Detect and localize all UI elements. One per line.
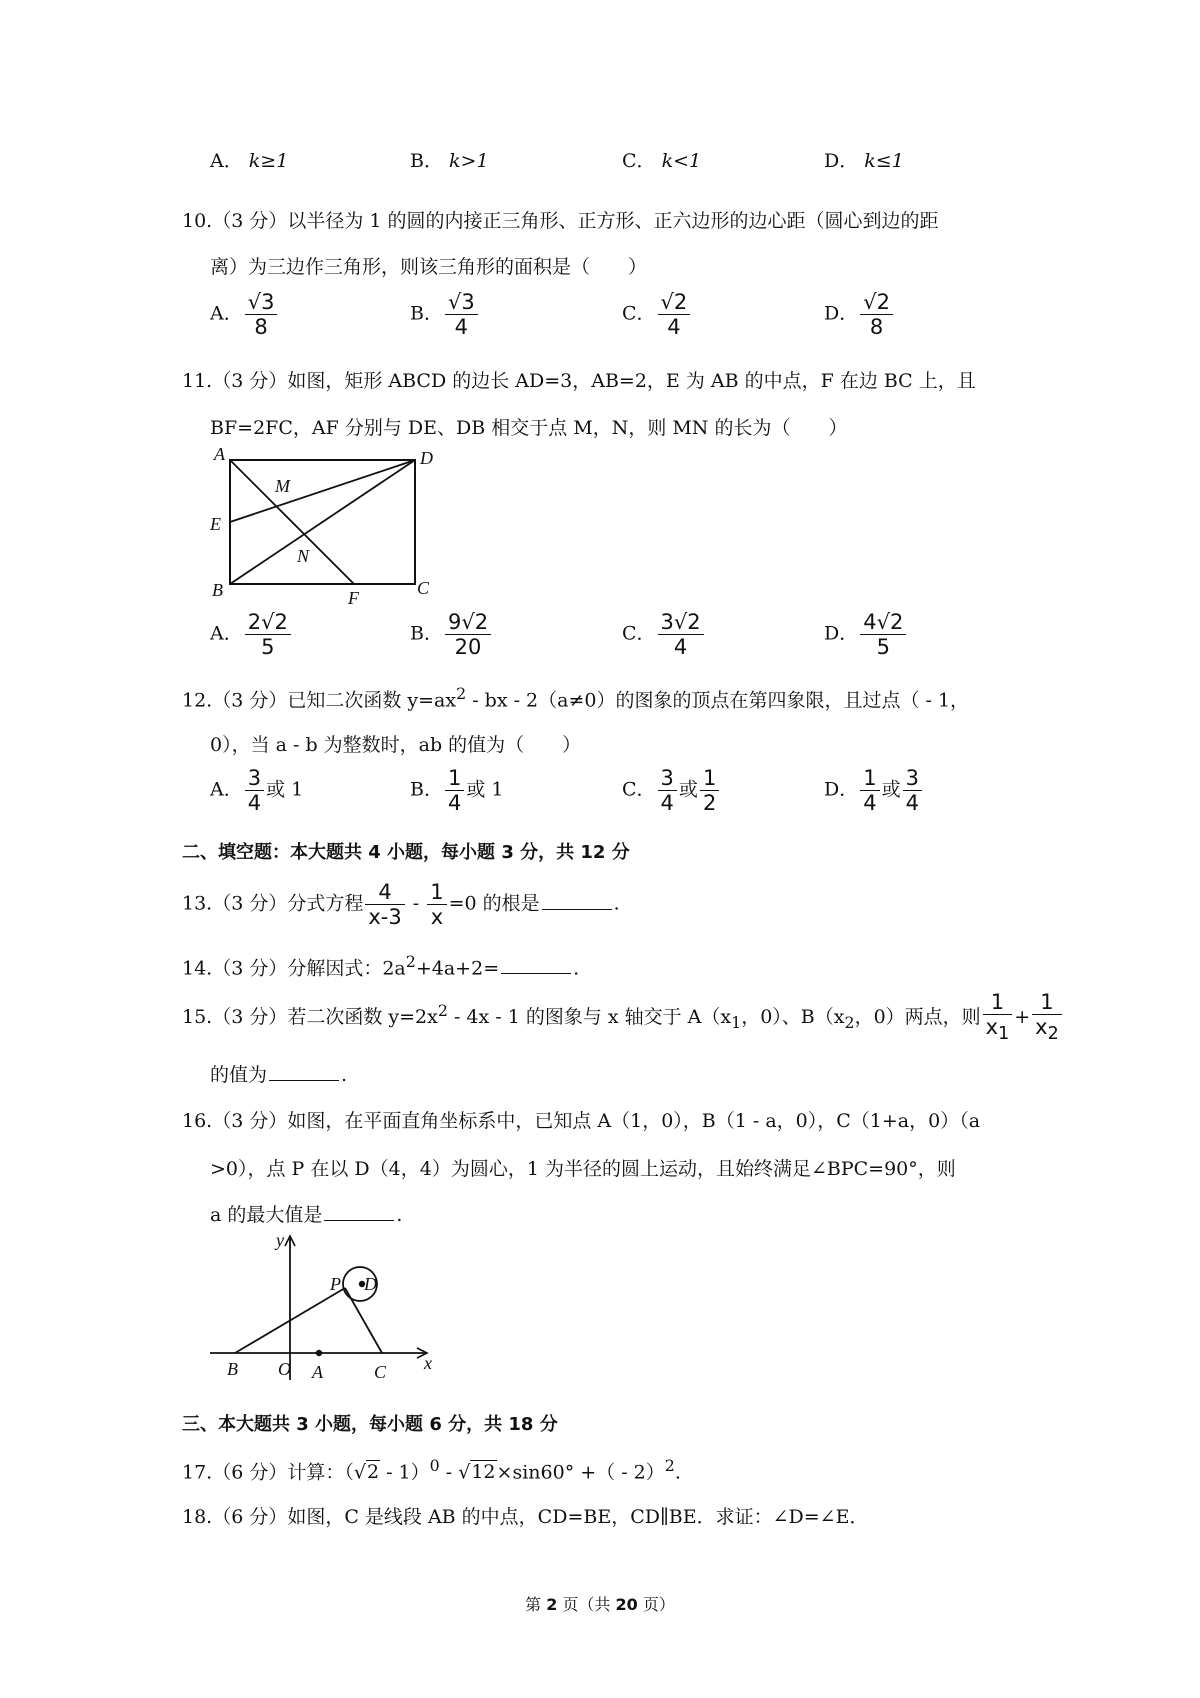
fraction: $\frac{1}{4}$ — [445, 766, 464, 815]
fraction: $\frac{√3}{8}$ — [245, 290, 278, 339]
q11-option-b: B． $\frac{9√2}{20}$ — [410, 610, 493, 659]
label-p: P — [330, 1274, 341, 1294]
q11-stem-line1: 11.（3 分）如图，矩形 ABCD 的边长 AD=3，AB=2，E 为 AB 的中点，F 在边 BC 上，且 — [182, 370, 976, 392]
coordinate-figure — [200, 1228, 440, 1388]
q10-option-c: C． $\frac{√2}{4}$ — [622, 290, 692, 339]
label-n: N — [297, 546, 310, 566]
q16-stem-line3: a 的最大值是 . — [210, 1204, 403, 1226]
q9-option-c: C． k<1 — [622, 150, 702, 172]
q15-stem-line2: 的值为 . — [210, 1064, 348, 1086]
q17-stem: 17.（6 分）计算：（√2 - 1）$^0$ - √12×sin60° +（ - 2）$^2$. — [182, 1456, 681, 1484]
fraction: $\frac{1}{2}$ — [700, 766, 719, 815]
fraction: $\frac{3}{4}$ — [903, 766, 922, 815]
q11-option-a: A． $\frac{2√2}{5}$ — [210, 610, 293, 659]
label-y: y — [276, 1230, 284, 1250]
q13-stem: 13.（3 分）分式方程 $\frac{4}{x-3}$ - $\frac{1}{x}$ =0 的根是 . — [182, 880, 620, 929]
fraction: $\frac{1}{x_2}$ — [1032, 990, 1062, 1046]
q12-option-c: C． $\frac{3}{4}$ 或 $\frac{1}{2}$ — [622, 766, 721, 815]
section-3-heading: 三、本大题共 3 小题，每小题 6 分，共 18 分 — [182, 1414, 558, 1435]
label-c: C — [374, 1362, 387, 1382]
q12-stem-line1: 12.（3 分）已知二次函数 $y=ax^2$ - bx - 2（a≠0）的图象的顶点在第四象限，且过点（ - 1， — [182, 684, 970, 712]
label-m: M — [275, 476, 290, 496]
label-a: A — [312, 1362, 323, 1382]
q10-option-b: B． $\frac{√3}{4}$ — [410, 290, 480, 339]
q10-option-a: A． $\frac{√3}{8}$ — [210, 290, 279, 339]
label-f: F — [348, 588, 359, 608]
q12-option-a: A． $\frac{3}{4}$ 或 1 — [210, 766, 304, 815]
q15-stem-line1: 15.（3 分）若二次函数 $y=2x^2 - 4x - 1$ 的图象与 x 轴交于 $A(x_1$，0）、$B(x_2$，0）两点，则 $\frac{1}{x_1}$ + $\frac{1}{x_2}$ — [182, 990, 1064, 1046]
fraction: $\frac{1}{x_1}$ — [983, 990, 1013, 1046]
label-e: E — [210, 514, 221, 534]
fraction: $\frac{4√2}{5}$ — [860, 610, 906, 659]
answer-blank — [542, 908, 612, 910]
fraction: $\frac{3√2}{4}$ — [658, 610, 704, 659]
label-d: D — [420, 448, 433, 468]
fraction: $\frac{3}{4}$ — [245, 766, 264, 815]
sqrt-sign: √ — [353, 1461, 366, 1484]
label-b: B — [227, 1359, 238, 1379]
q12-option-b: B． $\frac{1}{4}$ 或 1 — [410, 766, 504, 815]
q9-option-a: A． k≥1 — [210, 150, 289, 172]
q9-option-b: B． k>1 — [410, 150, 489, 172]
q12-option-d: D． $\frac{1}{4}$ 或 $\frac{3}{4}$ — [824, 766, 924, 815]
rectangle-figure — [200, 440, 440, 610]
q9-option-d: D． k≤1 — [824, 150, 904, 172]
fraction: $\frac{√3}{4}$ — [445, 290, 478, 339]
q14-stem: 14.（3 分）分解因式：$2a^2+4a+2=$ . — [182, 952, 580, 980]
q10-stem-line1: 10.（3 分）以半径为 1 的圆的内接正三角形、正方形、正六边形的边心距（圆心到边的距 — [182, 210, 939, 232]
answer-blank — [269, 1079, 339, 1081]
fraction: $\frac{1}{x}$ — [427, 880, 446, 929]
q10-option-d: D． $\frac{√2}{8}$ — [824, 290, 895, 339]
label-d: D — [364, 1274, 377, 1294]
section-2-heading: 二、填空题：本大题共 4 小题，每小题 3 分，共 12 分 — [182, 842, 630, 863]
fraction: $\frac{4}{x-3}$ — [365, 880, 404, 929]
label-b: B — [212, 580, 223, 600]
fraction: $\frac{1}{4}$ — [860, 766, 879, 815]
page-footer: 第 2 页（共 20 页） — [525, 1595, 675, 1614]
fraction: $\frac{3}{4}$ — [658, 766, 677, 815]
answer-blank — [324, 1219, 394, 1221]
q11-stem-line2: BF=2FC，AF 分别与 DE、DB 相交于点 M，N，则 MN 的长为（ ） — [210, 417, 848, 439]
q16-stem-line1: 16.（3 分）如图，在平面直角坐标系中，已知点 A（1，0），B（1 - a，0），C（1+a，0）（a — [182, 1110, 981, 1132]
sqrt-sign: √ — [458, 1461, 471, 1484]
label-c: C — [417, 578, 430, 598]
label-a: A — [214, 444, 225, 464]
fraction: $\frac{2√2}{5}$ — [245, 610, 291, 659]
fraction: $\frac{√2}{4}$ — [658, 290, 691, 339]
q11-option-c: C． $\frac{3√2}{4}$ — [622, 610, 706, 659]
q11-option-d: D． $\frac{4√2}{5}$ — [824, 610, 908, 659]
q10-stem-line2: 离）为三边作三角形，则该三角形的面积是（ ） — [210, 256, 648, 278]
fraction: $\frac{√2}{8}$ — [860, 290, 893, 339]
answer-blank — [501, 972, 571, 974]
q18-stem: 18.（6 分）如图，C 是线段 AB 的中点，CD=BE，CD∥BE．求证：∠D=∠E． — [182, 1506, 869, 1528]
q16-stem-line2: >0），点 P 在以 D（4，4）为圆心，1 为半径的圆上运动，且始终满足∠BPC=90°，则 — [210, 1158, 956, 1180]
label-o: O — [278, 1359, 291, 1379]
label-x: x — [424, 1353, 432, 1373]
fraction: $\frac{9√2}{20}$ — [445, 610, 491, 659]
q12-stem-line2: 0），当 a - b 为整数时，ab 的值为（ ） — [210, 734, 582, 756]
